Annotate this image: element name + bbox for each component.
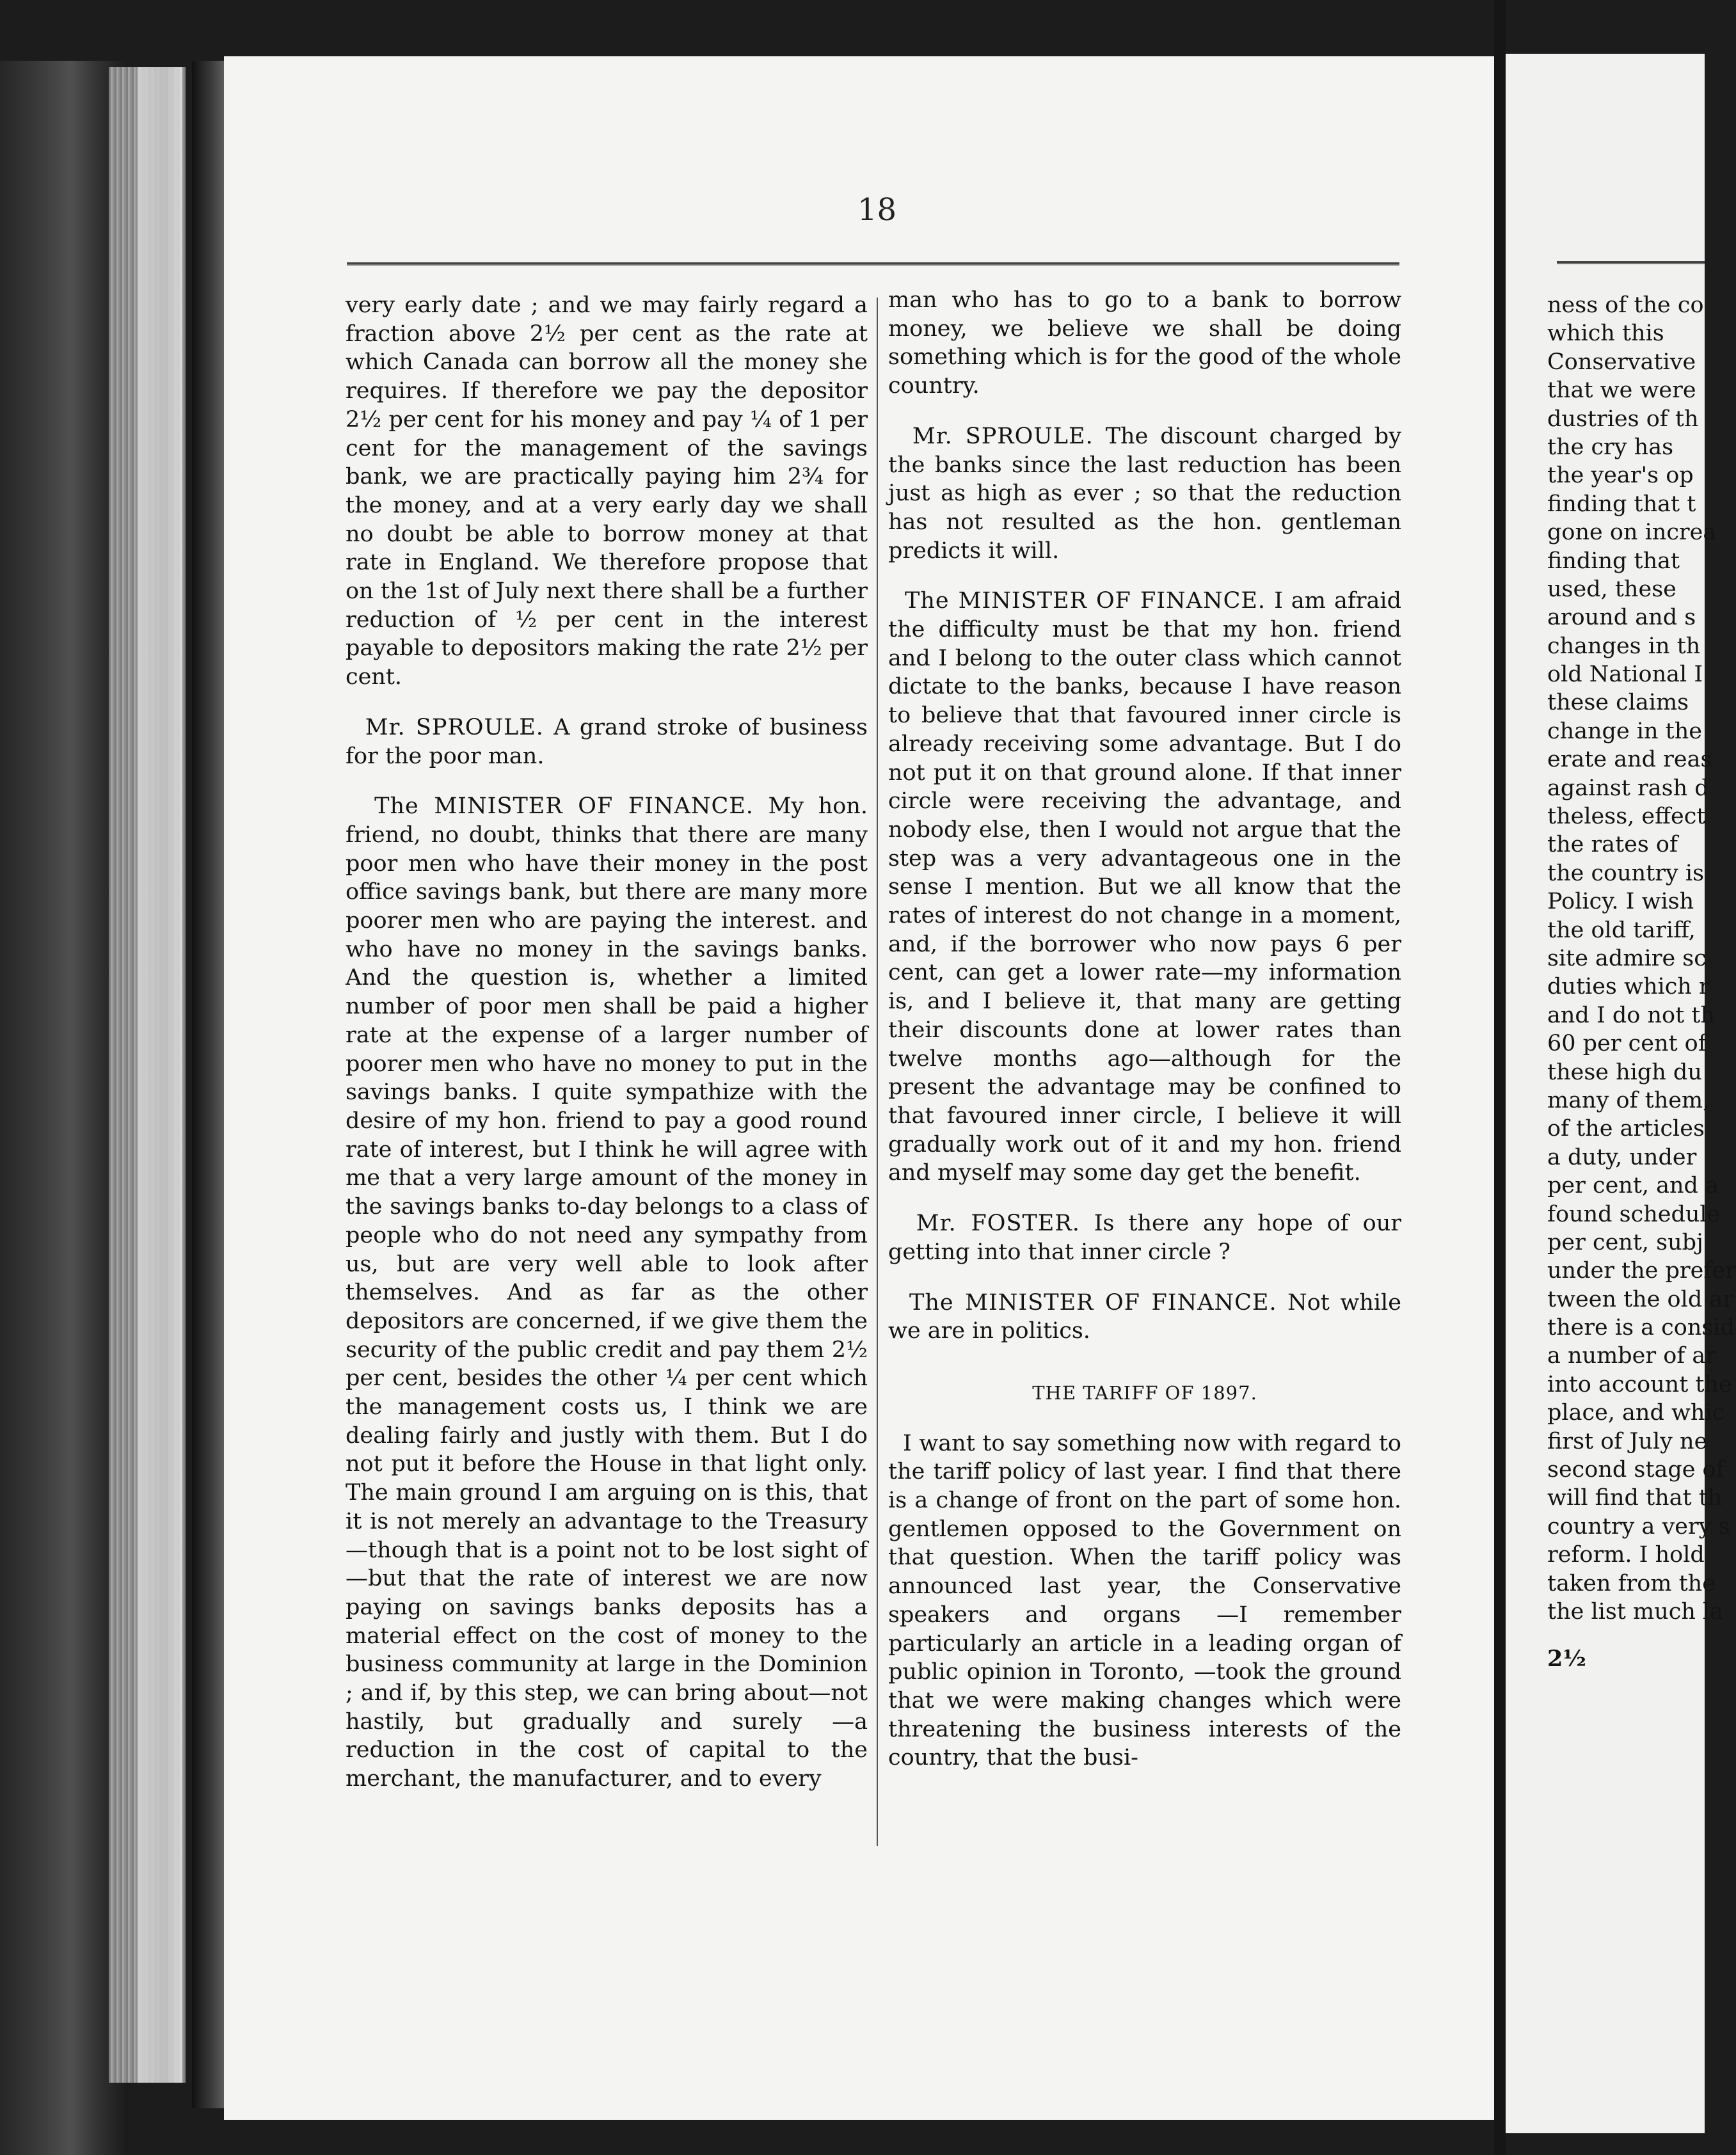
facing-header-rule bbox=[1557, 261, 1705, 264]
facing-line: will find that th bbox=[1547, 1485, 1723, 1511]
facing-line: first of July ne bbox=[1547, 1428, 1708, 1454]
page-gap bbox=[1494, 0, 1506, 2155]
paragraph bbox=[888, 286, 1401, 401]
facing-line: around and s bbox=[1547, 605, 1696, 631]
paragraph bbox=[888, 587, 1401, 1188]
facing-line: which this bbox=[1547, 321, 1664, 347]
facing-line: against rash d bbox=[1547, 775, 1709, 801]
facing-line: and I do not th bbox=[1547, 1002, 1715, 1028]
facing-line: 60 per cent of bbox=[1547, 1031, 1707, 1057]
facing-line: second stage of bbox=[1547, 1457, 1724, 1483]
facing-line: country a very s bbox=[1547, 1513, 1730, 1539]
facing-line: the old tariff, bbox=[1547, 917, 1696, 943]
paragraph-text: Is there any hope of our getting into that inner circle ? bbox=[888, 1211, 1401, 1265]
facing-line: theless, effect bbox=[1547, 804, 1706, 830]
facing-line: the cry has bbox=[1547, 434, 1674, 460]
facing-line: duties which r bbox=[1547, 974, 1710, 1000]
paragraph-text: The discount charged by the banks since the last reduction has been just as high as ever ; so that the reduction has not resulted as the hon. gentleman predicts it will. bbox=[888, 423, 1401, 564]
header-rule bbox=[347, 262, 1399, 266]
facing-line: the country is bbox=[1547, 860, 1705, 886]
facing-line: dustries of th bbox=[1547, 406, 1699, 432]
facing-line: finding that bbox=[1547, 548, 1680, 574]
paragraph bbox=[888, 1209, 1401, 1266]
facing-line: Conservative bbox=[1547, 349, 1696, 375]
facing-line: many of them, bbox=[1547, 1087, 1710, 1113]
facing-line: site admire sc bbox=[1547, 945, 1707, 971]
column-left bbox=[346, 291, 868, 1793]
facing-line: ness of the co bbox=[1547, 292, 1704, 318]
paragraph bbox=[888, 1429, 1401, 1772]
facing-fraction: 2½ bbox=[1547, 1646, 1586, 1673]
binding-gutter bbox=[192, 61, 224, 2108]
facing-line: used, these bbox=[1547, 576, 1676, 602]
facing-line: a number of ar bbox=[1547, 1343, 1716, 1369]
speaker-name: The MINISTER OF FINANCE. bbox=[374, 793, 754, 820]
facing-line: the year's op bbox=[1547, 463, 1694, 489]
paragraph-text: A grand stroke of business for the poor man. bbox=[346, 714, 868, 769]
facing-line: gone on increa bbox=[1547, 520, 1717, 546]
facing-line: changes in th bbox=[1547, 633, 1701, 659]
paragraph-text: I want to say something now with regard to the tariff policy of last year. I find that there is a change of front on the part of some hon. gentlemen opposed to the Government on that question. When the tariff policy was announced last year, the Conservative speakers and organs —I remember particularly an article in a leading organ of public opinion in Toronto, —took the ground that we were making changes which were threatening the business interests of the country, that the busi- bbox=[888, 1430, 1401, 1771]
facing-line: under the prefer bbox=[1547, 1258, 1736, 1284]
speaker-name: The MINISTER OF FINANCE. bbox=[909, 1289, 1277, 1316]
paragraph bbox=[346, 792, 868, 1793]
facing-line: these high du bbox=[1547, 1059, 1702, 1085]
page-stack-highlight bbox=[138, 67, 182, 2083]
section-heading: THE TARIFF OF 1897. bbox=[1032, 1381, 1257, 1404]
facing-line: a duty, under bbox=[1547, 1144, 1697, 1170]
facing-line: erate and reas bbox=[1547, 747, 1712, 773]
facing-line: taken from the bbox=[1547, 1570, 1716, 1596]
facing-line: reform. I hold bbox=[1547, 1542, 1705, 1568]
paragraph-text: very early date ; and we may fairly regard a fraction above 2½ per cent as the rate at which Canada can borrow all the money she requires. If therefore we pay the depositor 2½ per cent for his money and pay ¼ of 1 per cent for the management of the savings bank, we are practically paying him 2¾ for the money, and at a very early day we shall no doubt be able to borrow money at that rate in England. We therefore propose that on the 1st of July next there shall be a further reduction of ½ per cent in the interest payable to depositors making the rate 2½ per cent. bbox=[346, 292, 868, 690]
paragraph-text: I am afraid the difficulty must be that my hon. friend and I belong to the outer class which cannot dictate to the banks, because I have reason to believe that that favoured inner circle is already receiving some advantage. But I do not put it on that ground alone. If that inner circle were receiving the advantage, and nobody else, then I would not argue that the step was a very advantageous one in the sense I mention. But we all know that the rates of interest do not change in a moment, and, if the borrower who now pays 6 per cent, can get a lower rate—my information is, and I believe it, that many are getting their discounts done at lower rates than twelve months ago—although for the present the advantage may be confined to that favoured inner circle, I believe it will gradually work out of it and my hon. friend and myself may some day get the benefit. bbox=[888, 588, 1401, 1186]
facing-line: place, and whic bbox=[1547, 1400, 1725, 1426]
column-divider bbox=[877, 298, 878, 1846]
column-right bbox=[888, 286, 1401, 1772]
facing-line: per cent, and a bbox=[1547, 1173, 1719, 1199]
paragraph bbox=[888, 1289, 1401, 1346]
facing-line: per cent, subj bbox=[1547, 1229, 1703, 1255]
facing-line: into account the bbox=[1547, 1371, 1732, 1397]
page-number: 18 bbox=[857, 192, 897, 228]
speaker-name: Mr. FOSTER. bbox=[916, 1211, 1080, 1237]
facing-line: tween the old ar bbox=[1547, 1286, 1733, 1312]
facing-line: there is a consid bbox=[1547, 1315, 1735, 1341]
facing-line: finding that t bbox=[1547, 491, 1696, 517]
paragraph-text: man who has to go to a bank to borrow money, we believe we shall be doing something which is for the good of the whole country. bbox=[888, 287, 1401, 399]
paragraph bbox=[346, 713, 868, 770]
paragraph-text: My hon. friend, no doubt, thinks that there are many poor men who have their money in the post office savings bank, but there are many more poorer men who are paying the interest. and who have no money in the savings banks. And the question is, whether a limited number of poor men shall be paid a higher rate at the expense of a larger number of poorer men who have no money to put in the savings banks. I quite sympathize with the desire of my hon. friend to pay a good round rate of interest, but I think he will agree with me that a very large amount of the money in the savings banks to-day belongs to a class of people who do not need any sympathy from us, but are very well able to look after themselves. And as far as the other depositors are concerned, if we give them the security of the public credit and pay them 2½ per cent, besides the other ¼ per cent which the management costs us, I think we are dealing fairly and justly with them. But I do not put it before the House in that light only. The main ground I am arguing on is this, that it is not merely an advantage to the Treasury —though that is a point not to be lost sight of—but that the rate of interest we are now paying on savings banks deposits has a material effect on the cost of money to the business community at large in the Dominion ; and if, by this step, we can bring about—not hastily, but gradually and surely —a reduction in the cost of capital to the merchant, the manufacturer, and to every bbox=[346, 793, 868, 1792]
speaker-name: Mr. SPROULE. bbox=[912, 423, 1094, 449]
facing-page-text bbox=[1547, 291, 1736, 1674]
facing-line: the list much la bbox=[1547, 1598, 1724, 1625]
speaker-name: Mr. SPROULE. bbox=[365, 714, 544, 740]
facing-line: of the articles bbox=[1547, 1116, 1705, 1142]
facing-line: the rates of bbox=[1547, 832, 1678, 858]
facing-line: Policy. I wish bbox=[1547, 889, 1694, 915]
facing-line: these claims bbox=[1547, 690, 1689, 716]
speaker-name: The MINISTER OF FINANCE. bbox=[905, 588, 1266, 614]
facing-line: that we were bbox=[1547, 378, 1696, 404]
facing-line: old National I bbox=[1547, 662, 1703, 688]
paragraph bbox=[346, 291, 868, 692]
paragraph-text: Not while we are in politics. bbox=[888, 1289, 1401, 1344]
facing-line: found schedule bbox=[1547, 1201, 1721, 1227]
paragraph bbox=[888, 422, 1401, 566]
facing-line: change in the bbox=[1547, 718, 1702, 744]
